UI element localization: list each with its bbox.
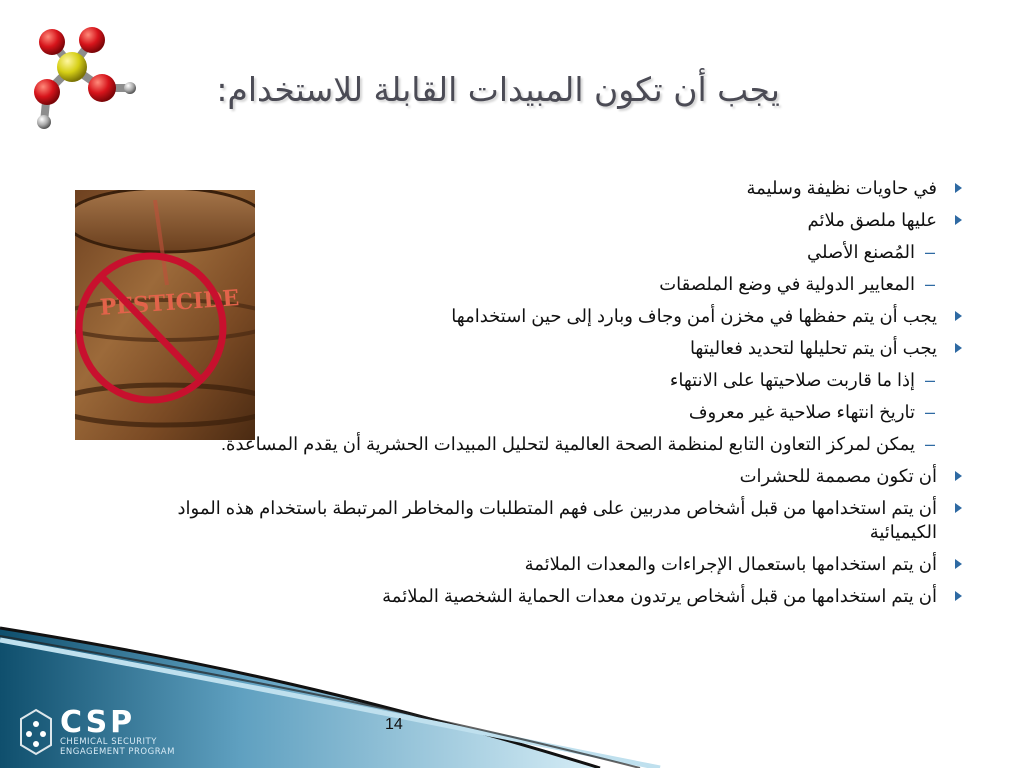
bullet-arrow-icon [955, 559, 962, 569]
sub-bullet-item [165, 240, 965, 264]
slide-title: يجب أن تكون المبيدات القابلة للاستخدام: [216, 70, 780, 109]
bullet-text: تاريخ انتهاء صلاحية غير معروف [688, 402, 915, 422]
csp-logo-subtitle [60, 737, 175, 757]
bullet-item [165, 304, 965, 328]
csp-hex-icon [18, 708, 54, 756]
dash-bullet-icon: – [924, 370, 935, 390]
bullet-arrow-icon [955, 343, 962, 353]
sub-bullet-item [165, 400, 965, 424]
page-number: 14 [385, 716, 403, 733]
bullet-item [165, 496, 965, 544]
bullet-item [165, 464, 965, 488]
sub-bullet-item [165, 272, 965, 296]
bullet-arrow-icon [955, 183, 962, 193]
bullet-item [165, 336, 965, 360]
dash-bullet-icon: – [924, 402, 935, 422]
bullet-item [165, 176, 965, 200]
csp-sub-line1: CHEMICAL SECURITY [60, 737, 157, 747]
bullet-text: المُصنع الأصلي [806, 242, 915, 262]
bullet-text: أن تكون مصممة للحشرات [739, 466, 937, 486]
bullet-text: أن يتم استخدامها من قبل أشخاص يرتدون معدات الحماية الشخصية الملائمة [382, 586, 937, 606]
molecule-logo-icon [22, 22, 142, 132]
csp-sub-line2: ENGAGEMENT PROGRAM [60, 747, 175, 757]
dash-bullet-icon: – [924, 242, 935, 262]
bullet-list [165, 176, 965, 616]
bullet-text: إذا ما قاربت صلاحيتها على الانتهاء [669, 370, 915, 390]
bullet-text: يمكن لمركز التعاون التابع لمنظمة الصحة العالمية لتحليل المبيدات الحشرية أن يقدم المساعدة. [221, 434, 915, 454]
csp-logo-text: CSP [60, 705, 136, 740]
bullet-arrow-icon [955, 311, 962, 321]
dash-bullet-icon: – [924, 274, 935, 294]
sub-bullet-item [165, 432, 965, 456]
bullet-arrow-icon [955, 503, 962, 513]
bullet-text: أن يتم استخدامها باستعمال الإجراءات والمعدات الملائمة [524, 554, 937, 574]
bullet-text: عليها ملصق ملائم [807, 210, 937, 230]
bullet-text: يجب أن يتم حفظها في مخزن أمن وجاف وبارد إلى حين استخدامها [451, 306, 937, 326]
bullet-text: يجب أن يتم تحليلها لتحديد فعاليتها [689, 338, 937, 358]
bullet-item [165, 552, 965, 576]
bullet-item [165, 208, 965, 232]
bullet-arrow-icon [955, 215, 962, 225]
bullet-text: أن يتم استخدامها من قبل أشخاص مدربين على فهم المتطلبات والمخاطر المرتبطة باستخدام هذه المواد الكيميائية [177, 498, 937, 542]
bullet-text: في حاويات نظيفة وسليمة [746, 178, 937, 198]
bullet-arrow-icon [955, 471, 962, 481]
sub-bullet-item [165, 368, 965, 392]
dash-bullet-icon: – [924, 434, 935, 454]
pesticide-label: PESTICIDE [99, 285, 241, 321]
bullet-text: المعايير الدولية في وضع الملصقات [659, 274, 915, 294]
